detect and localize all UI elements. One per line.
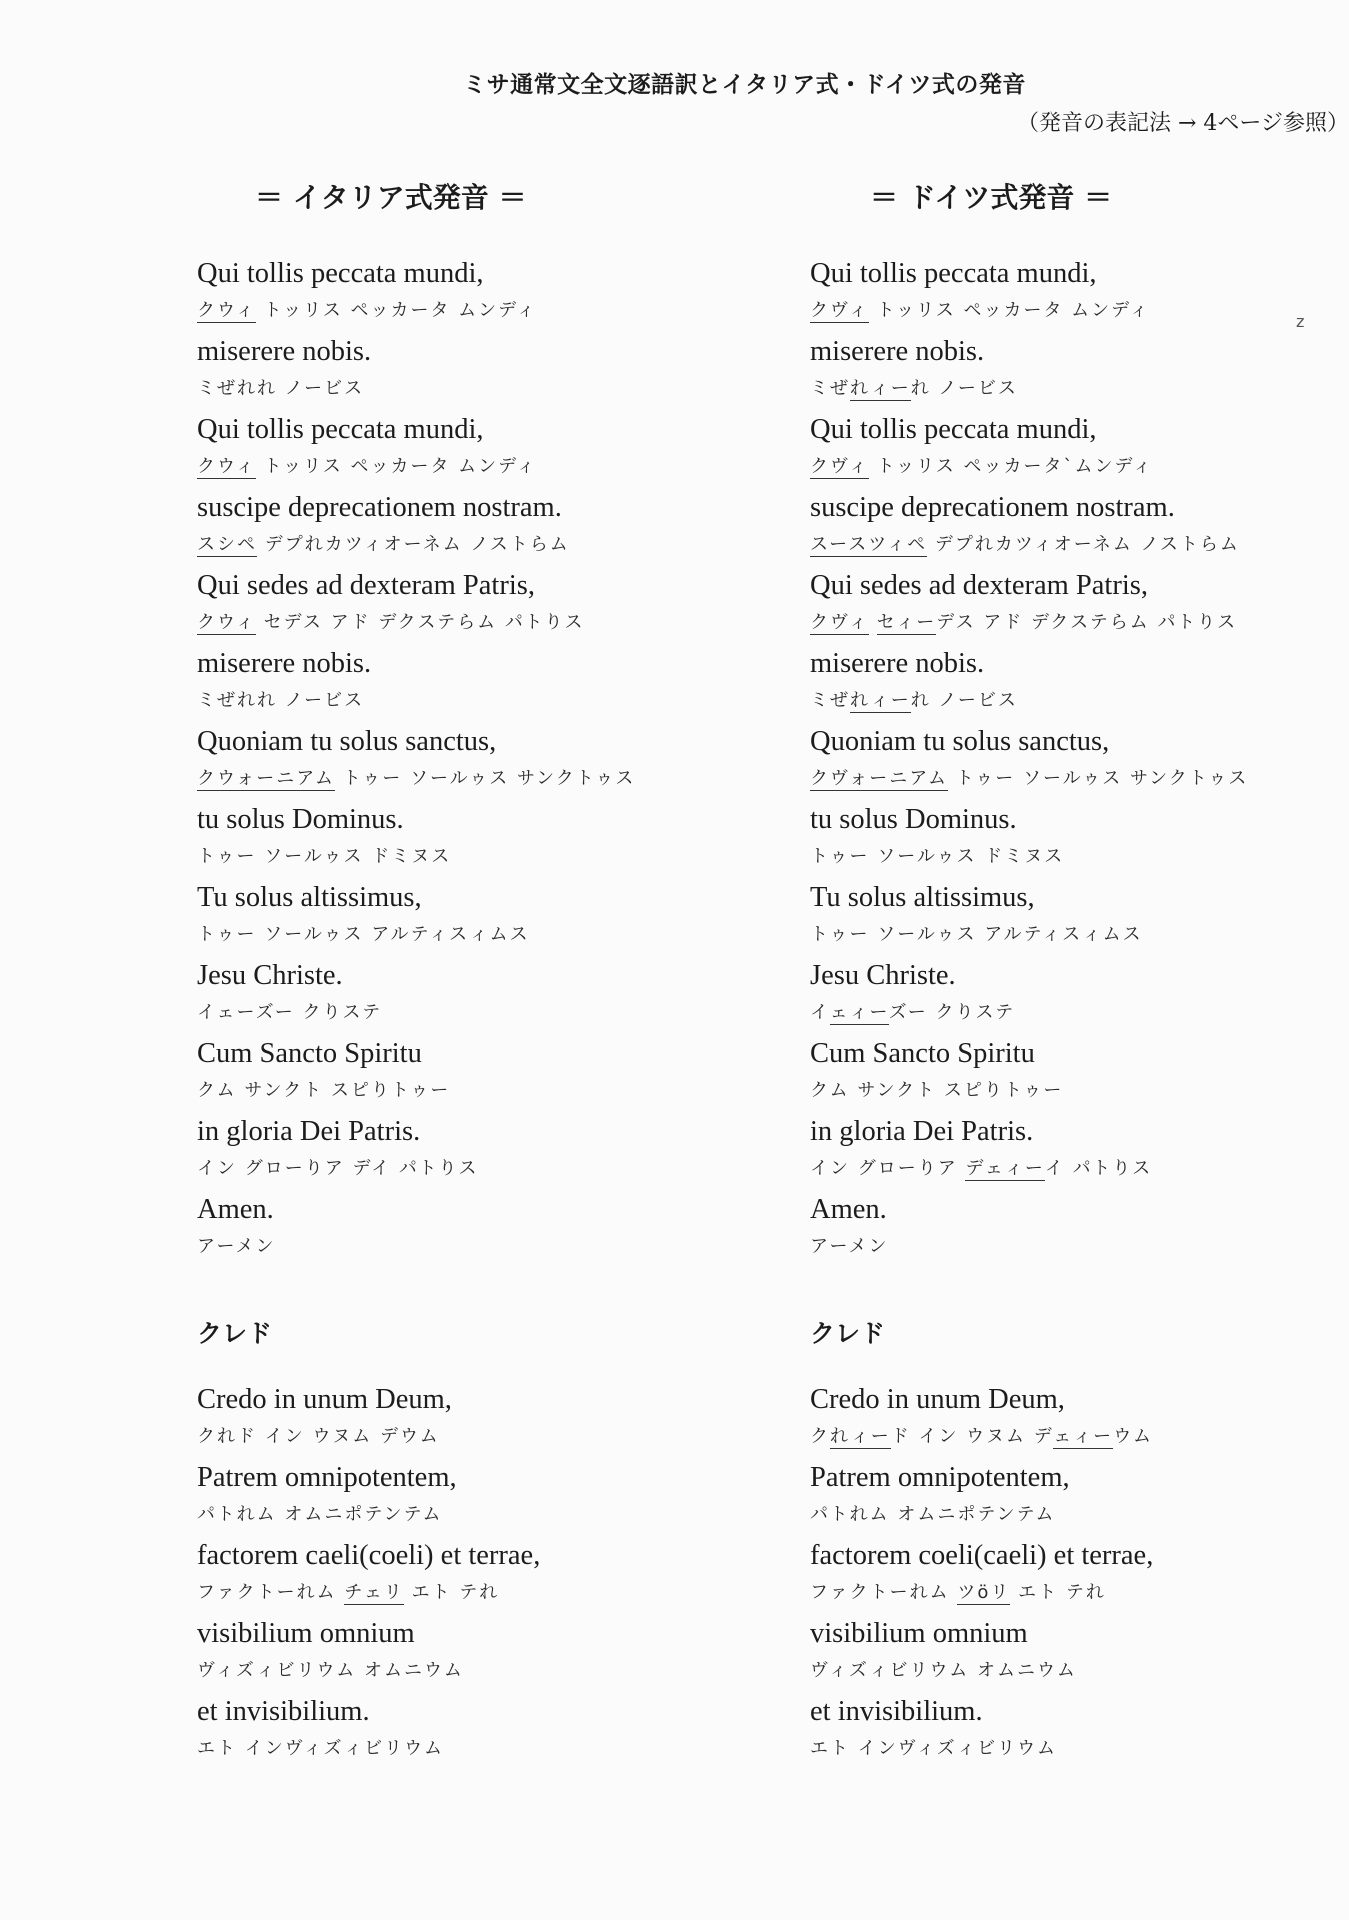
italian-gloria-section [197,254,757,1268]
latin-line: Patrem omnipotentem, [197,1462,457,1493]
latin-line: Jesu Christe. [810,960,956,991]
kana-segment: デプれカツィオーネム ノストらム [927,534,1240,555]
latin-line: Cum Sancto Spiritu [197,1038,422,1069]
latin-line: suscipe deprecationem nostram. [810,492,1175,523]
kana-segment: ヴィズィビリウム オムニウム [197,1660,464,1681]
kana-underlined-segment: ェィー [829,1002,889,1023]
kana-line [197,996,757,1034]
kana-segment: エト テれ [403,1582,500,1603]
kana-segment: アーメン [197,1236,276,1257]
latin-line: Patrem omnipotentem, [810,1462,1070,1493]
latin-line: tu solus Dominus. [810,804,1017,835]
kana-line [810,294,1340,332]
kana-segment: イン グローりア [810,1158,966,1179]
kana-underlined-segment: スシペ [197,534,257,555]
kana-segment: デプれカツィオーネム ノストらム [257,534,570,555]
kana-segment: トゥー ソールゥス ドミヌス [810,846,1065,867]
kana-segment: パトれム オムニポテンテム [197,1504,443,1525]
kana-segment: パトれム オムニポテンテム [810,1504,1056,1525]
kana-underlined-segment: れィー [830,1426,891,1447]
kana-underlined-segment: デェィー [965,1158,1045,1179]
kana-underlined-segment: クヴィ [810,300,869,321]
latin-line: suscipe deprecationem nostram. [197,492,562,523]
kana-segment: クム サンクト スピりトゥー [810,1080,1064,1101]
kana-segment: トッリス ペッカータ ムンディ [868,300,1150,321]
latin-line: factorem coeli(caeli) et terrae, [810,1540,1154,1571]
kana-underlined-segment: れィー [850,690,911,711]
kana-line [810,1152,1340,1190]
german-credo-section [810,1380,1340,1770]
kana-line [197,918,757,956]
latin-line: Tu solus altissimus, [197,882,422,913]
latin-line: Credo in unum Deum, [197,1384,452,1415]
italian-credo-section [197,1380,757,1770]
kana-line [810,918,1340,956]
latin-line: Qui sedes ad dexteram Patris, [197,570,535,601]
kana-underlined-segment: クヴィ [810,456,869,477]
kana-segment: イェーズー クりステ [197,1002,383,1023]
kana-underlined-segment: クウィ [197,300,256,321]
kana-line [197,1498,757,1536]
german-heading: ＝ ドイツ式発音 ＝ [870,181,1113,214]
latin-line: factorem caeli(coeli) et terrae, [197,1540,541,1571]
document-title: ミサ通常文全文逐語訳とイタリア式・ドイツ式の発音 [463,72,1026,98]
kana-underlined-segment: クヴィ [810,612,869,633]
latin-line: Quoniam tu solus sanctus, [197,726,497,757]
latin-line: Qui tollis peccata mundi, [197,414,484,445]
kana-segment: イン グローりア デイ パトりス [197,1158,479,1179]
kana-line [197,1074,757,1112]
kana-line [810,528,1340,566]
latin-line: visibilium omnium [197,1618,415,1649]
kana-segment: トッリス ペッカータ ムンディ [255,300,537,321]
kana-line [197,840,757,878]
kana-segment: エト テれ [1010,1582,1106,1603]
italian-column [197,178,757,1770]
pronunciation-note: （発音の表記法 → 4ページ参照） [1017,111,1349,136]
kana-segment: セデス アド デクステらム パトりス [255,612,585,633]
kana-segment: デス アド デクステらム パトりス [936,612,1238,633]
kana-segment: クれド イン ウヌム デウム [197,1426,440,1447]
kana-underlined-segment: ェィー [1053,1426,1114,1447]
kana-segment: ミぜ [810,690,850,711]
kana-segment: ヴィズィビリウム オムニウム [810,1660,1077,1681]
kana-line [810,684,1340,722]
kana-line [197,1654,757,1692]
latin-line: Credo in unum Deum, [810,1384,1065,1415]
kana-segment: エト インヴィズィビリウム [810,1738,1058,1759]
german-column [810,178,1340,1770]
kana-line [197,606,757,644]
kana-line [810,372,1340,410]
latin-line: Quoniam tu solus sanctus, [810,726,1110,757]
kana-line [810,1498,1340,1536]
kana-line [810,1576,1340,1614]
kana-line [197,762,757,800]
kana-line [810,1732,1340,1770]
kana-segment: トゥー ソールゥス アルティスィムス [197,924,530,945]
kana-line [197,684,757,722]
kana-line [197,1420,757,1458]
latin-line: et invisibilium. [810,1696,983,1727]
german-gloria-section [810,254,1340,1268]
kana-underlined-segment: クウォーニアム [197,768,336,789]
kana-underlined-segment: れィー [850,378,911,399]
kana-underlined-segment: クウィ [197,456,256,477]
kana-line [197,372,757,410]
kana-segment: トゥー ソールゥス アルティスィムス [810,924,1143,945]
kana-segment: トッリス ペッカータ`ムンディ [868,456,1154,477]
kana-line [197,528,757,566]
kana-line [810,1230,1340,1268]
kana-segment: ミぜれれ ノービス [197,690,365,711]
kana-line [810,1654,1340,1692]
kana-line [810,762,1340,800]
kana-line [810,840,1340,878]
kana-underlined-segment: クウィ [197,612,256,633]
kana-segment: れ ノービス [910,690,1018,711]
latin-line: miserere nobis. [197,336,372,367]
kana-segment: アーメン [810,1236,889,1257]
kana-line [197,1576,757,1614]
margin-mark: z [1296,312,1305,331]
latin-line: Jesu Christe. [197,960,343,991]
kana-segment: ク [810,1426,830,1447]
kana-segment: トゥー ソールゥス ドミヌス [197,846,452,867]
kana-line [810,996,1340,1034]
italian-credo-heading: クレド [197,1319,273,1348]
kana-segment: ファクトーれム [197,1582,345,1603]
kana-segment: ウム [1113,1426,1154,1447]
kana-segment: トゥー ソールゥス サンクトゥス [948,768,1249,789]
latin-line: in gloria Dei Patris. [197,1116,421,1147]
kana-segment [869,612,877,633]
kana-segment: トッリス ペッカータ ムンディ [255,456,537,477]
kana-segment: クム サンクト スピりトゥー [197,1080,451,1101]
kana-underlined-segment: スースツィペ [810,534,928,555]
kana-line [810,450,1340,488]
kana-line [197,1230,757,1268]
german-credo-heading: クレド [810,1319,886,1348]
kana-segment: れ ノービス [910,378,1018,399]
latin-line: miserere nobis. [197,648,372,679]
latin-line: Qui tollis peccata mundi, [197,258,484,289]
kana-line [197,1732,757,1770]
italian-heading: ＝ イタリア式発音 ＝ [255,181,527,214]
latin-line: Amen. [197,1194,274,1225]
kana-segment: イ パトりス [1044,1158,1153,1179]
latin-line: miserere nobis. [810,648,985,679]
kana-line [197,1152,757,1190]
kana-line [197,294,757,332]
latin-line: miserere nobis. [810,336,985,367]
latin-line: tu solus Dominus. [197,804,404,835]
latin-line: et invisibilium. [197,1696,370,1727]
kana-line [810,606,1340,644]
kana-segment: トゥー ソールゥス サンクトゥス [335,768,636,789]
kana-segment: ファクトーれム [810,1582,958,1603]
kana-underlined-segment: クヴォーニアム [810,768,949,789]
latin-line: Qui tollis peccata mundi, [810,258,1097,289]
kana-segment: ド イン ウヌム デ [890,1426,1054,1447]
kana-segment: エト インヴィズィビリウム [197,1738,445,1759]
latin-line: Qui tollis peccata mundi, [810,414,1097,445]
kana-segment: ミぜれれ ノービス [197,378,365,399]
kana-underlined-segment: セィー [876,612,937,633]
kana-segment: ズー クりステ [888,1002,1016,1023]
latin-line: Amen. [810,1194,887,1225]
kana-line [810,1420,1340,1458]
kana-underlined-segment: ツöリ [957,1582,1011,1603]
latin-line: Cum Sancto Spiritu [810,1038,1035,1069]
latin-line: Qui sedes ad dexteram Patris, [810,570,1148,601]
kana-segment: ミぜ [810,378,850,399]
kana-line [197,450,757,488]
latin-line: Tu solus altissimus, [810,882,1035,913]
kana-line [810,1074,1340,1112]
kana-underlined-segment: チェリ [344,1582,404,1603]
latin-line: visibilium omnium [810,1618,1028,1649]
kana-segment: イ [810,1002,830,1023]
latin-line: in gloria Dei Patris. [810,1116,1034,1147]
